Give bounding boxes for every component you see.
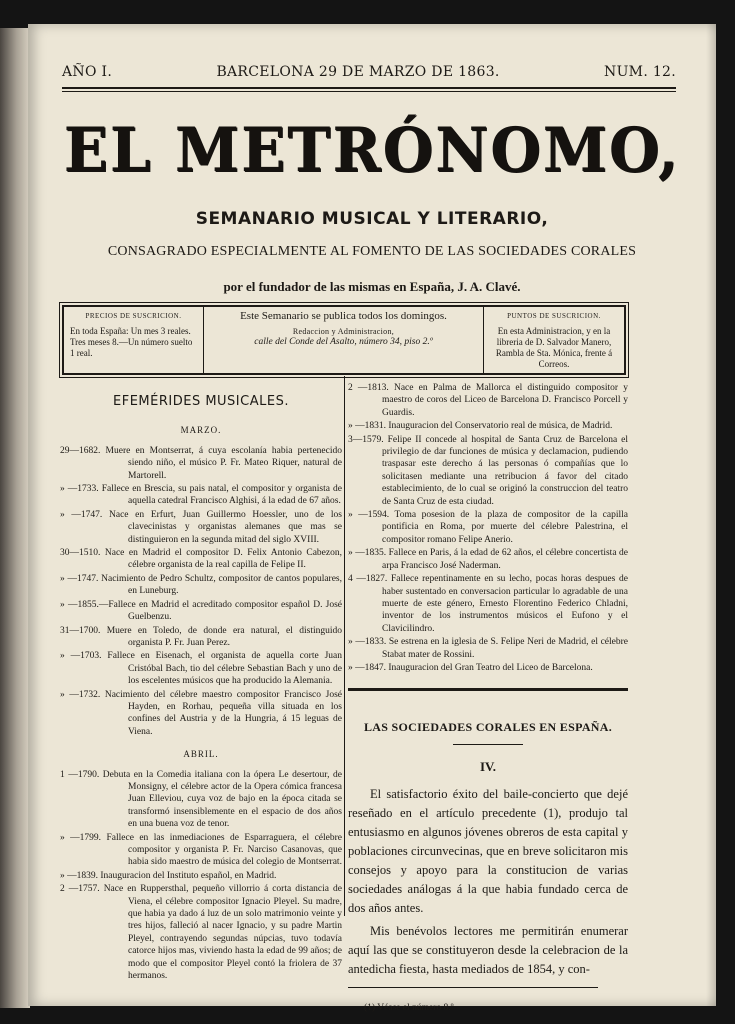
list-item: » —1839. Inauguracion del Instituto español, en Madrid. <box>60 870 277 881</box>
publication-text: Este Semanario se publica todos los domingos. <box>240 310 447 322</box>
list-item: » —1799. Fallece en las inmediaciones de Esparraguera, el célebre compositor y organista P. Fr. Narciso Casanovas, que habia sido maestro de música del colegio de Montserrat. <box>60 832 342 868</box>
page-edge-shade <box>706 24 716 1006</box>
points-text: En esta Administracion, y en la libreria de D. Salvador Manero, Rambla de Sta. Mónica, frente á Correos. <box>495 326 613 369</box>
list-item: » —1855.—Fallece en Madrid el acreditado compositor español D. José Guelbenzu. <box>60 599 342 623</box>
footnote-rule <box>348 987 598 988</box>
month-marzo: MARZO. <box>180 425 222 436</box>
issue-year: AÑO I. <box>62 64 113 80</box>
title-rule <box>453 744 523 745</box>
list-item: » —1833. Se estrena en la iglesia de S. Felipe Neri de Madrid, el célebre Stabat mater de Rossini. <box>348 637 628 660</box>
issue-number: NUM. 12. <box>604 64 676 80</box>
points-cell <box>484 307 624 373</box>
footnote: (1) Véase el número 8.º <box>364 1003 454 1014</box>
list-item: » —1703. Fallece en Eisenach, el organista de aquella corte Juan Cristóbal Bach, tio del célebre Sebastian Bach y uno de los escelentes músicos que ha producido la Alemania. <box>60 651 342 687</box>
right-column <box>348 382 628 1015</box>
header-line <box>62 64 676 80</box>
list-item: 1 —1790. Debuta en la Comedia italiana con la ópera Le desertour, de Monsigny, el célebre actor de la Opera cómica francesa Juan Elleviou, cuya voz de bajo en la época citada se transformó insensiblemente en el espacio de dos años en una buena voz de tenor. <box>60 769 342 830</box>
redaction-address: calle del Conde del Asalto, número 34, piso 2.º <box>254 337 433 347</box>
publication-cell <box>204 307 484 373</box>
newspaper-page <box>28 24 716 1014</box>
list-item: 2 —1757. Nace en Ruppersthal, pequeño villorrio á corta distancia de Viena, el célebre compositor Ignacio Pleyel. Su madre, que habia ya dado á luz de un solo matrimonio veinte y tres hijos, falleció al nacer Ignacio, y su padre Martin Pleyel, contrayendo segundas núpcias, tuvo todavía catorce hijos mas, viviendo hasta la edad de 99 años; de modo que el compositor Pleyel contó la friolera de 37 hermanos. <box>60 884 342 982</box>
prices-cell <box>64 307 204 373</box>
list-item: » —1733. Fallece en Brescia, su pais natal, el compositor y organista de aquella catedral Francisco Alghisi, á la edad de 67 años. <box>60 484 342 507</box>
list-item: 3—1579. Felipe II concede al hospital de Santa Cruz de Barcelona el privilegio de dar funciones de música y declamacion, pudiendo traspasar este derecho á las personas ó compañías que lo solicitasen mediante una retribucion á favor del citado establecimiento, de lo cual se originó la construccion del teatro de Santa Cruz de esta ciudad. <box>348 434 628 507</box>
list-item: » —1747. Nacimiento de Pedro Schultz, compositor de cantos populares, en Luneburg. <box>60 573 342 597</box>
article-paragraph: Mis benévolos lectores me permitirán enumerar aquí las que se constituyeron desde la celebracion de la antedicha fiesta, hasta mediados de 1854, y con- <box>348 924 628 977</box>
book-binding <box>0 28 30 1008</box>
column-divider <box>344 376 345 916</box>
list-item: 4 —1827. Fallece repentinamente en su lecho, pocas horas despues de haber sustentado en conversacion particular lo agradable de una muerte de este género, Ernesto Florentino Federico Chladni, inventor de los instrumentos músicos el Eufono y el Clavicilindro. <box>348 574 628 634</box>
article-body <box>348 785 628 979</box>
header-rule <box>62 87 676 89</box>
list-item: » —1732. Nacimiento del célebre maestro compositor Francisco José Hayden, en Rorhau, pequeña villa situada en los confines del Austria y de la Hungria, á 15 leguas de Viena. <box>60 689 342 737</box>
list-item: 29—1682. Muere en Montserrat, á cuya escolanía habia pertenecido siendo niño, el músico P. Fr. Mateo Riquer, natural de Martorell. <box>60 445 342 481</box>
list-item: » —1835. Fallece en Paris, á la edad de 62 años, el célebre concertista de arpa Francisco José Naderman. <box>348 548 628 571</box>
header-rule-thin <box>62 91 676 92</box>
subscription-box <box>62 305 626 375</box>
article-paragraph: El satisfactorio éxito del baile-concierto que dejé reseñado en el artículo precedente (1), produjo tal entusiasmo en algunos jóvenes obreros de esta capital y poblaciones circunvecinas, que en breve solicitaron mis consejos y apoyo para la constitucion de varias sociedades análogas á la que habia fundado cerca de dos años antes. <box>348 787 628 916</box>
list-item: » —1847. Inauguracion del Gran Teatro del Liceo de Barcelona. <box>348 662 593 673</box>
prices-title: PRECIOS DE SUSCRICION. <box>85 312 182 320</box>
list-item: 30—1510. Nace en Madrid el compositor D. Felix Antonio Cabezon, célebre organista de la real capilla de Felipe II. <box>60 548 342 571</box>
masthead-founder: por el fundador de las mismas en España, J. A. Clavé. <box>223 279 521 294</box>
list-item: 31—1700. Muere en Toledo, de donde era natural, el distinguido organista P. Fr. Juan Perez. <box>60 625 342 648</box>
efemerides-heading: EFEMÉRIDES MUSICALES. <box>113 394 289 409</box>
month-abril: ABRIL. <box>183 749 219 760</box>
prices-text: En toda España: Un mes 3 reales. Tres meses 8.—Un número suelto 1 real. <box>70 326 193 358</box>
list-item: » —1747. Nace en Erfurt, Juan Guillermo Hoessler, uno de los clavecinistas y organistas alemanes que mas se distinguieron en la segunda mitad del siglo XVIII. <box>60 509 342 545</box>
issue-date: BARCELONA 29 DE MARZO DE 1863. <box>216 64 500 80</box>
list-item: » —1594. Toma posesion de la plaza de compositor de la capilla pontificia en Roma, por muerte del célebre Palestrina, el compositor romano Felipe Anerio. <box>348 510 628 545</box>
masthead-tagline: CONSAGRADO ESPECIALMENTE AL FOMENTO DE LAS SOCIEDADES CORALES <box>107 244 637 259</box>
masthead-subtitle: SEMANARIO MUSICAL Y LITERARIO, <box>195 209 549 229</box>
masthead-title: EL METRÓNOMO, <box>63 114 681 186</box>
article-number: IV. <box>479 758 497 774</box>
list-item: 2 —1813. Nace en Palma de Mallorca el distinguido compositor y maestro de coros del Liceo de Barcelona D. Francisco Porcell y Guardis. <box>348 383 628 418</box>
list-item: » —1831. Inauguracion del Conservatorio real de música, de Madrid. <box>348 421 613 432</box>
section-rule <box>348 688 628 691</box>
article-title: LAS SOCIEDADES CORALES EN ESPAÑA. <box>363 720 613 735</box>
left-column <box>60 388 342 983</box>
points-title: PUNTOS DE SUSCRICION. <box>507 312 601 320</box>
redaction-label: Redaccion y Administracion, <box>292 327 395 336</box>
